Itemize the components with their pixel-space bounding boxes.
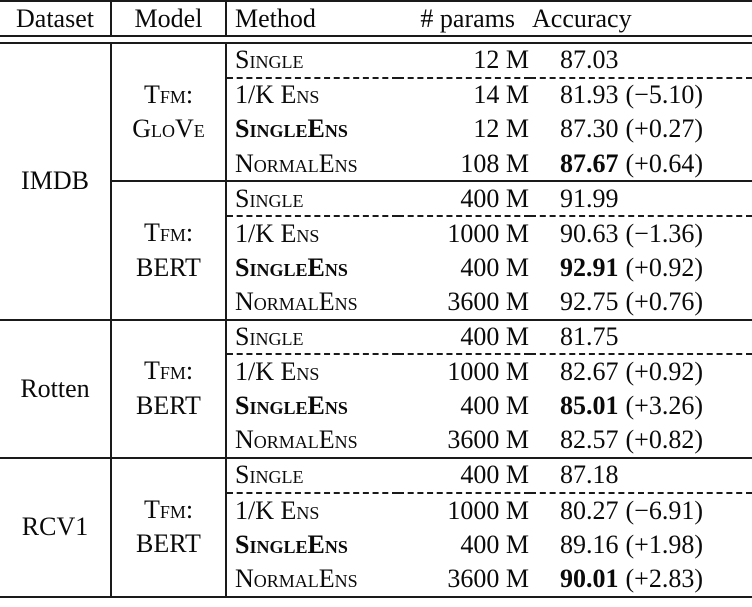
accuracy-cell bbox=[530, 354, 752, 389]
accuracy-cell bbox=[530, 112, 752, 147]
dataset-label: IMDB bbox=[21, 166, 89, 196]
params-cell: 400 M bbox=[460, 252, 529, 282]
accuracy-cell bbox=[530, 562, 752, 597]
params-cell: 1000 M bbox=[398, 216, 530, 251]
accuracy-value: 87.03 bbox=[560, 45, 619, 75]
col-header-model: Model bbox=[111, 1, 226, 36]
accuracy-value: 87.67 bbox=[560, 148, 619, 178]
dataset-cell-imdb bbox=[0, 43, 111, 320]
method-cell: SingleEns bbox=[235, 114, 348, 144]
model-line2: GloVe bbox=[132, 114, 205, 144]
accuracy-cell bbox=[530, 251, 752, 286]
method-cell: SingleEns bbox=[235, 391, 348, 421]
accuracy-delta: (+0.64) bbox=[625, 148, 703, 178]
model-cell-glove bbox=[111, 43, 226, 181]
dataset-cell-rcv1 bbox=[0, 458, 111, 596]
params-cell: 3600 M bbox=[447, 286, 529, 316]
accuracy-value: 82.67 bbox=[560, 357, 619, 387]
accuracy-cell bbox=[530, 320, 752, 355]
accuracy-value: 81.93 bbox=[560, 80, 619, 110]
model-cell-bert-imdb bbox=[111, 181, 226, 319]
method-cell: 1/K Ens bbox=[226, 354, 398, 389]
model-line2: BERT bbox=[136, 390, 201, 420]
params-cell: 400 M bbox=[460, 391, 529, 421]
method-cell: Single bbox=[226, 320, 398, 355]
method-cell: Single bbox=[235, 45, 304, 75]
method-cell: NormalEns bbox=[235, 425, 358, 455]
method-cell: Single bbox=[226, 181, 398, 216]
accuracy-delta: (+0.27) bbox=[625, 114, 703, 144]
accuracy-value: 85.01 bbox=[560, 391, 619, 421]
accuracy-value: 92.91 bbox=[560, 252, 619, 282]
header-double-rule-gap bbox=[0, 36, 752, 43]
accuracy-delta: (−1.36) bbox=[625, 218, 703, 248]
accuracy-cell bbox=[530, 458, 752, 493]
accuracy-cell bbox=[530, 527, 752, 562]
accuracy-cell bbox=[530, 216, 752, 251]
accuracy-cell bbox=[530, 181, 752, 216]
model-line2: BERT bbox=[136, 529, 201, 559]
accuracy-value: 87.30 bbox=[560, 114, 619, 144]
params-cell: 12 M bbox=[473, 45, 529, 75]
model-cell-bert-rotten bbox=[111, 320, 226, 458]
params-cell: 12 M bbox=[473, 114, 529, 144]
accuracy-delta: (−5.10) bbox=[625, 80, 703, 110]
table-row bbox=[0, 320, 752, 355]
method-cell: NormalEns bbox=[235, 563, 358, 593]
accuracy-delta: (+2.83) bbox=[625, 563, 703, 593]
table-row bbox=[0, 458, 752, 493]
table-row bbox=[0, 181, 752, 216]
params-cell: 1000 M bbox=[398, 354, 530, 389]
accuracy-cell bbox=[530, 43, 752, 78]
accuracy-cell bbox=[530, 285, 752, 320]
model-line1: Tfm: bbox=[143, 356, 194, 386]
method-cell: Single bbox=[226, 458, 398, 493]
accuracy-delta: (+0.92) bbox=[625, 252, 703, 282]
params-cell: 400 M bbox=[398, 458, 530, 493]
method-cell: 1/K Ens bbox=[226, 78, 398, 113]
model-line1: Tfm: bbox=[143, 217, 194, 247]
accuracy-value: 90.63 bbox=[560, 218, 619, 248]
accuracy-delta: (−6.91) bbox=[625, 495, 703, 525]
dataset-label: RCV1 bbox=[21, 512, 89, 542]
params-cell: 400 M bbox=[460, 529, 529, 559]
model-line1: Tfm: bbox=[143, 79, 194, 109]
dataset-cell-rotten bbox=[0, 320, 111, 458]
accuracy-cell bbox=[530, 78, 752, 113]
method-cell: SingleEns bbox=[235, 252, 348, 282]
table-header-row bbox=[0, 1, 752, 36]
dataset-label: Rotten bbox=[20, 373, 90, 403]
params-cell: 400 M bbox=[398, 181, 530, 216]
method-cell: NormalEns bbox=[235, 148, 358, 178]
accuracy-delta: (+0.92) bbox=[625, 357, 703, 387]
accuracy-value: 90.01 bbox=[560, 563, 619, 593]
accuracy-delta: (+0.76) bbox=[625, 286, 703, 316]
model-line1: Tfm: bbox=[143, 494, 194, 524]
accuracy-value: 87.18 bbox=[560, 460, 619, 490]
accuracy-value: 82.57 bbox=[560, 425, 619, 455]
accuracy-delta: (+3.26) bbox=[625, 391, 703, 421]
accuracy-value: 91.99 bbox=[560, 183, 619, 213]
accuracy-value: 81.75 bbox=[560, 322, 619, 352]
params-cell: 400 M bbox=[398, 320, 530, 355]
accuracy-value: 92.75 bbox=[560, 286, 619, 316]
params-cell: 108 M bbox=[460, 148, 529, 178]
params-cell: 3600 M bbox=[447, 563, 529, 593]
accuracy-cell bbox=[530, 424, 752, 459]
params-cell: 1000 M bbox=[398, 493, 530, 528]
accuracy-value: 80.27 bbox=[560, 495, 619, 525]
accuracy-delta: (+1.98) bbox=[625, 529, 703, 559]
params-cell: 3600 M bbox=[447, 425, 529, 455]
accuracy-value: 89.16 bbox=[560, 529, 619, 559]
model-line2: BERT bbox=[136, 252, 201, 282]
col-header-method: Method bbox=[226, 1, 398, 36]
table-row bbox=[0, 43, 752, 78]
col-header-params: # params bbox=[398, 1, 530, 36]
accuracy-cell bbox=[530, 389, 752, 424]
method-cell: 1/K Ens bbox=[226, 216, 398, 251]
params-cell: 14 M bbox=[398, 78, 530, 113]
col-header-accuracy: Accuracy bbox=[530, 1, 752, 36]
method-cell: NormalEns bbox=[235, 286, 358, 316]
col-header-dataset: Dataset bbox=[0, 1, 111, 36]
accuracy-cell bbox=[530, 493, 752, 528]
accuracy-delta: (+0.82) bbox=[625, 425, 703, 455]
accuracy-cell bbox=[530, 147, 752, 182]
method-cell: SingleEns bbox=[235, 529, 348, 559]
model-cell-bert-rcv1 bbox=[111, 458, 226, 596]
method-cell: 1/K Ens bbox=[226, 493, 398, 528]
